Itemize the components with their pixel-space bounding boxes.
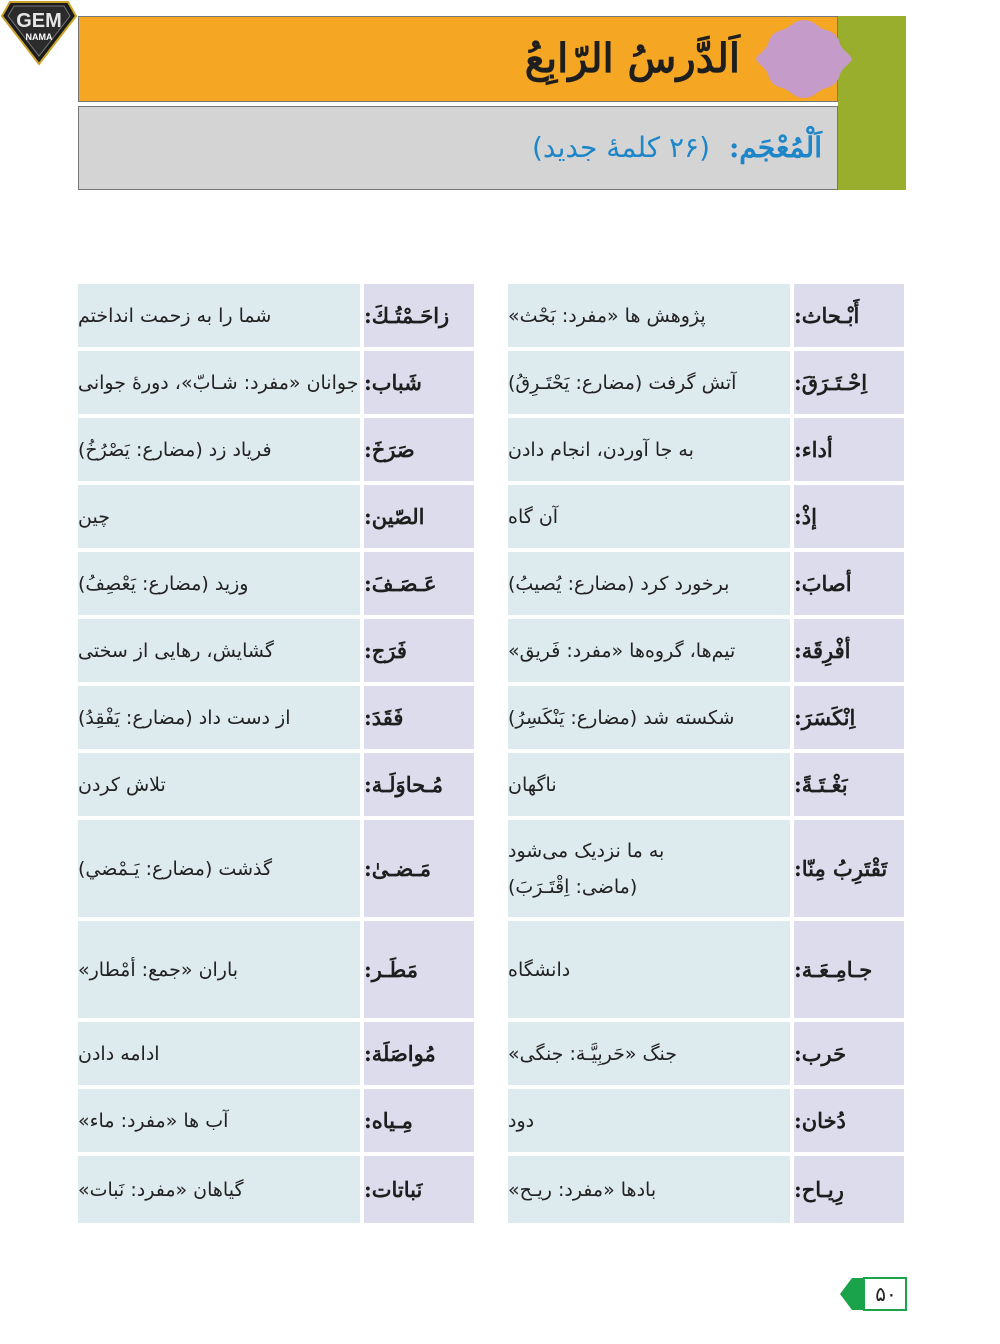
logo-text: GEM [16, 10, 62, 32]
word-cell: اِنْكَسَرَ: [794, 686, 904, 749]
word-cell: بَغْـتَـةً: [794, 753, 904, 816]
definition-cell: تيم‌ها، گروه‌ها «مفرد: فَريق» [508, 619, 790, 682]
definition-cell: دود [508, 1089, 790, 1152]
word-cell: دُخان: [794, 1089, 904, 1152]
table-row [78, 351, 474, 414]
word-cell: أَبْـحاث: [794, 284, 904, 347]
word-cell: مُواصَلَة: [364, 1022, 474, 1085]
table-row [78, 820, 474, 917]
definition-cell: فرياد زد (مضارع: يَصْرُخُ) [78, 418, 360, 481]
definition-cell: باران «جمع: أمْطار» [78, 921, 360, 1018]
word-cell: اِحْـتَـرَقَ: [794, 351, 904, 414]
table-row [78, 921, 474, 1018]
table-row [508, 418, 904, 481]
vocab-heading [532, 120, 822, 176]
table-row [78, 686, 474, 749]
word-cell: أفْرِقَة: [794, 619, 904, 682]
table-row [508, 1022, 904, 1085]
table-row [78, 552, 474, 615]
word-cell: جـامِـعَـة: [794, 921, 904, 1018]
word-cell: مَطَـر: [364, 921, 474, 1018]
logo-subtext: NAMA [25, 32, 53, 42]
definition-cell: گياهان «مفرد: نَبات» [78, 1156, 360, 1223]
table-row [508, 1089, 904, 1152]
table-row [508, 921, 904, 1018]
definition-cell: شما را به زحمت انداختم [78, 284, 360, 347]
word-cell: الصّين: [364, 485, 474, 548]
definition-cell: آب ها «مفرد: ماء» [78, 1089, 360, 1152]
definition-cell: آتش گرفت (مضارع: يَحْتَـرِقُ) [508, 351, 790, 414]
table-row [508, 686, 904, 749]
word-cell: مُـحاوَلَـة: [364, 753, 474, 816]
gem-nama-logo [0, 0, 78, 66]
table-row [78, 753, 474, 816]
table-row [78, 485, 474, 548]
word-cell: رِيـاح: [794, 1156, 904, 1223]
table-row [508, 552, 904, 615]
table-row [508, 753, 904, 816]
definition-cell: بادها «مفرد: ريـح» [508, 1156, 790, 1223]
word-cell: فَقَدَ: [364, 686, 474, 749]
definition-cell: دانشگاه [508, 921, 790, 1018]
table-row [508, 1156, 904, 1223]
definition-cell: ناگهان [508, 753, 790, 816]
definition-cell: به جا آوردن، انجام دادن [508, 418, 790, 481]
definition-cell: جنگ «حَربِيَّـة: جنگی» [508, 1022, 790, 1085]
definition-cell: وزيد (مضارع: يَعْصِفُ) [78, 552, 360, 615]
word-cell: إذْ: [794, 485, 904, 548]
word-cell: صَرَخَ: [364, 418, 474, 481]
definition-cell: پژوهش ها «مفرد: بَحْث» [508, 284, 790, 347]
definition-cell: گذشت (مضارع: يَـمْضي) [78, 820, 360, 917]
definition-cell: آن گاه [508, 485, 790, 548]
definition-cell: تلاش كردن [78, 753, 360, 816]
table-row [78, 1156, 474, 1223]
word-cell: حَرب: [794, 1022, 904, 1085]
table-row [508, 820, 904, 917]
definition-cell: ادامه دادن [78, 1022, 360, 1085]
vocab-label: اَلْمُعْجَم: [728, 131, 822, 164]
table-row [78, 619, 474, 682]
word-cell: أصابَ: [794, 552, 904, 615]
table-row [508, 351, 904, 414]
word-cell: شَباب: [364, 351, 474, 414]
word-cell: فَرَج: [364, 619, 474, 682]
header-ornament-icon [752, 16, 856, 102]
table-row [508, 284, 904, 347]
definition-cell: گشايش، رهايی از سختی [78, 619, 360, 682]
vocab-count: (۲۶ کلمهٔ جدید) [531, 131, 711, 164]
word-cell: أداء: [794, 418, 904, 481]
lesson-title: اَلدَّرسُ الرّابِعُ [524, 35, 740, 82]
definition-cell: از دست داد (مضارع: يَفْقِدُ) [78, 686, 360, 749]
word-cell: مِـياه: [364, 1089, 474, 1152]
definition-cell: شكسته شد (مضارع: يَنْكَسِرُ) [508, 686, 790, 749]
definition-cell: چين [78, 485, 360, 548]
table-row [78, 418, 474, 481]
definition-cell: برخورد کرد (مضارع: يُصيبُ) [508, 552, 790, 615]
table-row [508, 619, 904, 682]
word-cell: تَقْتَرِبُ مِنّا: [794, 820, 904, 917]
word-cell: عَـصَـفَ: [364, 552, 474, 615]
word-cell: زاحَـمْتُـكَ: [364, 284, 474, 347]
word-cell: نَباتات: [364, 1156, 474, 1223]
table-row [78, 1022, 474, 1085]
table-row [78, 284, 474, 347]
word-cell: مَـضـىٰ: [364, 820, 474, 917]
table-row [508, 485, 904, 548]
definition-cell: جوانان «مفرد: شـابّ»، دورهٔ جوانی [78, 351, 360, 414]
table-row [78, 1089, 474, 1152]
definition-cell: به ما نزديک می‌شود (ماضی: اِقْتَـرَبَ) [508, 820, 790, 917]
page-number: ۵۰ [875, 1282, 897, 1306]
